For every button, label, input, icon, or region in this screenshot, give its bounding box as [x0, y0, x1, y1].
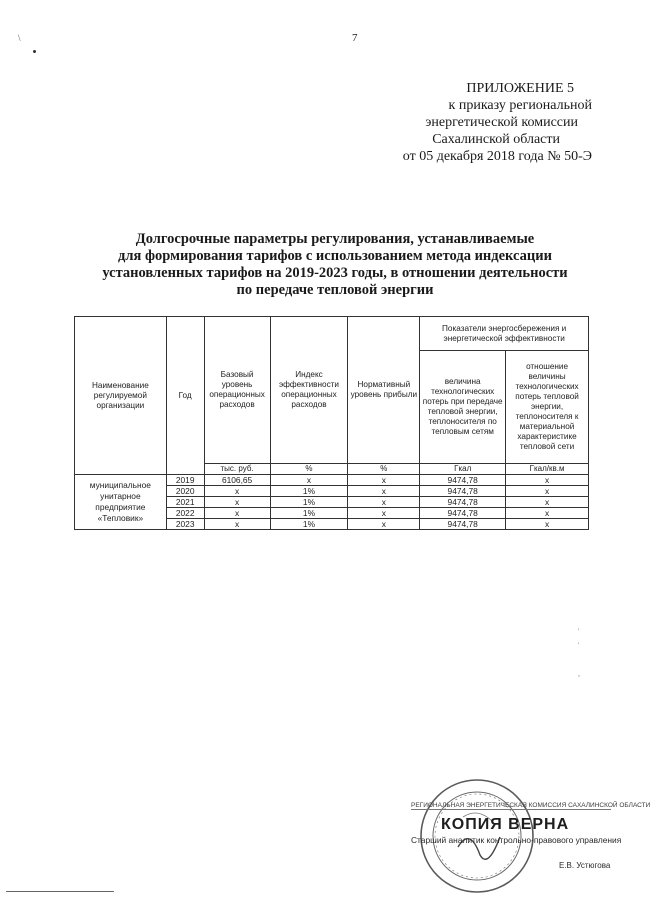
cell-year: 2021 — [166, 497, 204, 508]
corner-mark: \ — [18, 33, 21, 43]
cell-index: 1% — [270, 519, 348, 530]
cell-base: х — [204, 508, 270, 519]
footnote-rule — [6, 891, 114, 892]
cell-index: 1% — [270, 486, 348, 497]
page-number: 7 — [352, 32, 358, 44]
stamp-department: Старший аналитик контрольно-правового управления — [411, 835, 622, 845]
parameters-table — [74, 316, 589, 530]
header-group: Показатели энергосбережения и энергетической эффективности — [420, 317, 589, 351]
cell-year: 2019 — [166, 475, 204, 486]
cell-base: 6106,65 — [204, 475, 270, 486]
cell-ratio: х — [506, 519, 589, 530]
cell-base: х — [204, 486, 270, 497]
title-line: Долгосрочные параметры регулирования, устанавливаемые — [135, 231, 535, 247]
cell-year: 2020 — [166, 486, 204, 497]
header-index: Индекс эффективности операционных расходов — [270, 317, 348, 464]
appendix-line: Сахалинской области — [432, 132, 560, 147]
cell-loss: 9474,78 — [420, 508, 506, 519]
table-header-row — [75, 317, 589, 351]
copy-stamp — [411, 802, 650, 870]
stamp-title: КОПИЯ ВЕРНА — [441, 816, 570, 833]
stamp-org-line: РЕГИОНАЛЬНАЯ ЭНЕРГЕТИЧЕСКАЯ КОМИССИЯ САХАЛИНСКОЙ ОБЛАСТИ — [411, 802, 650, 809]
header-norm: Нормативный уровень прибыли — [348, 317, 420, 464]
title-line: для формирования тарифов с использованием метода индексации — [118, 248, 552, 264]
unit-ratio: Гкал/кв.м — [506, 464, 589, 475]
cell-index: 1% — [270, 497, 348, 508]
margin-dot — [33, 50, 36, 53]
cell-norm: х — [348, 486, 420, 497]
parameters-table-wrapper — [74, 316, 589, 530]
cell-loss: 9474,78 — [420, 519, 506, 530]
unit-base: тыс. руб. — [204, 464, 270, 475]
header-ratio: отношение величины технологических потерь тепловой энергии, теплоносителя к материальной характеристике тепловой сети — [506, 351, 589, 464]
unit-index: % — [270, 464, 348, 475]
organization-cell: муниципальное унитарное предприятие «Тепловик» — [75, 475, 167, 530]
cell-ratio: х — [506, 508, 589, 519]
cell-base: х — [204, 497, 270, 508]
cell-ratio: х — [506, 486, 589, 497]
appendix-line: ПРИЛОЖЕНИЕ 5 — [466, 81, 574, 96]
cell-loss: 9474,78 — [420, 497, 506, 508]
appendix-line: от 05 декабря 2018 года № 50-Э — [402, 149, 592, 164]
cell-ratio: х — [506, 497, 589, 508]
appendix-line: энергетической комиссии — [425, 115, 578, 130]
document-title — [80, 231, 590, 299]
appendix-header — [332, 80, 592, 165]
cell-index: 1% — [270, 508, 348, 519]
cell-index: х — [270, 475, 348, 486]
table-row — [75, 475, 589, 486]
cell-base: х — [204, 519, 270, 530]
cell-loss: 9474,78 — [420, 475, 506, 486]
title-line: установленных тарифов на 2019-2023 годы, в отношении деятельности — [102, 265, 568, 281]
title-line: по передаче тепловой энергии — [236, 282, 434, 298]
cell-norm: х — [348, 508, 420, 519]
header-loss: величина технологических потерь при передаче тепловой энергии, теплоносителя по тепловым сетям — [420, 351, 506, 464]
appendix-line: к приказу региональной — [448, 98, 592, 113]
margin-marks: ' ' , — [578, 627, 580, 678]
cell-norm: х — [348, 497, 420, 508]
header-org: Наименование регулируемой организации — [75, 317, 167, 475]
unit-loss: Гкал — [420, 464, 506, 475]
cell-ratio: х — [506, 475, 589, 486]
cell-year: 2023 — [166, 519, 204, 530]
cell-norm: х — [348, 475, 420, 486]
cell-norm: х — [348, 519, 420, 530]
cell-loss: 9474,78 — [420, 486, 506, 497]
header-year: Год — [166, 317, 204, 475]
cell-year: 2022 — [166, 508, 204, 519]
stamp-signer: Е.В. Устюгова — [559, 861, 611, 870]
header-base: Базовый уровень операционных расходов — [204, 317, 270, 464]
unit-norm: % — [348, 464, 420, 475]
